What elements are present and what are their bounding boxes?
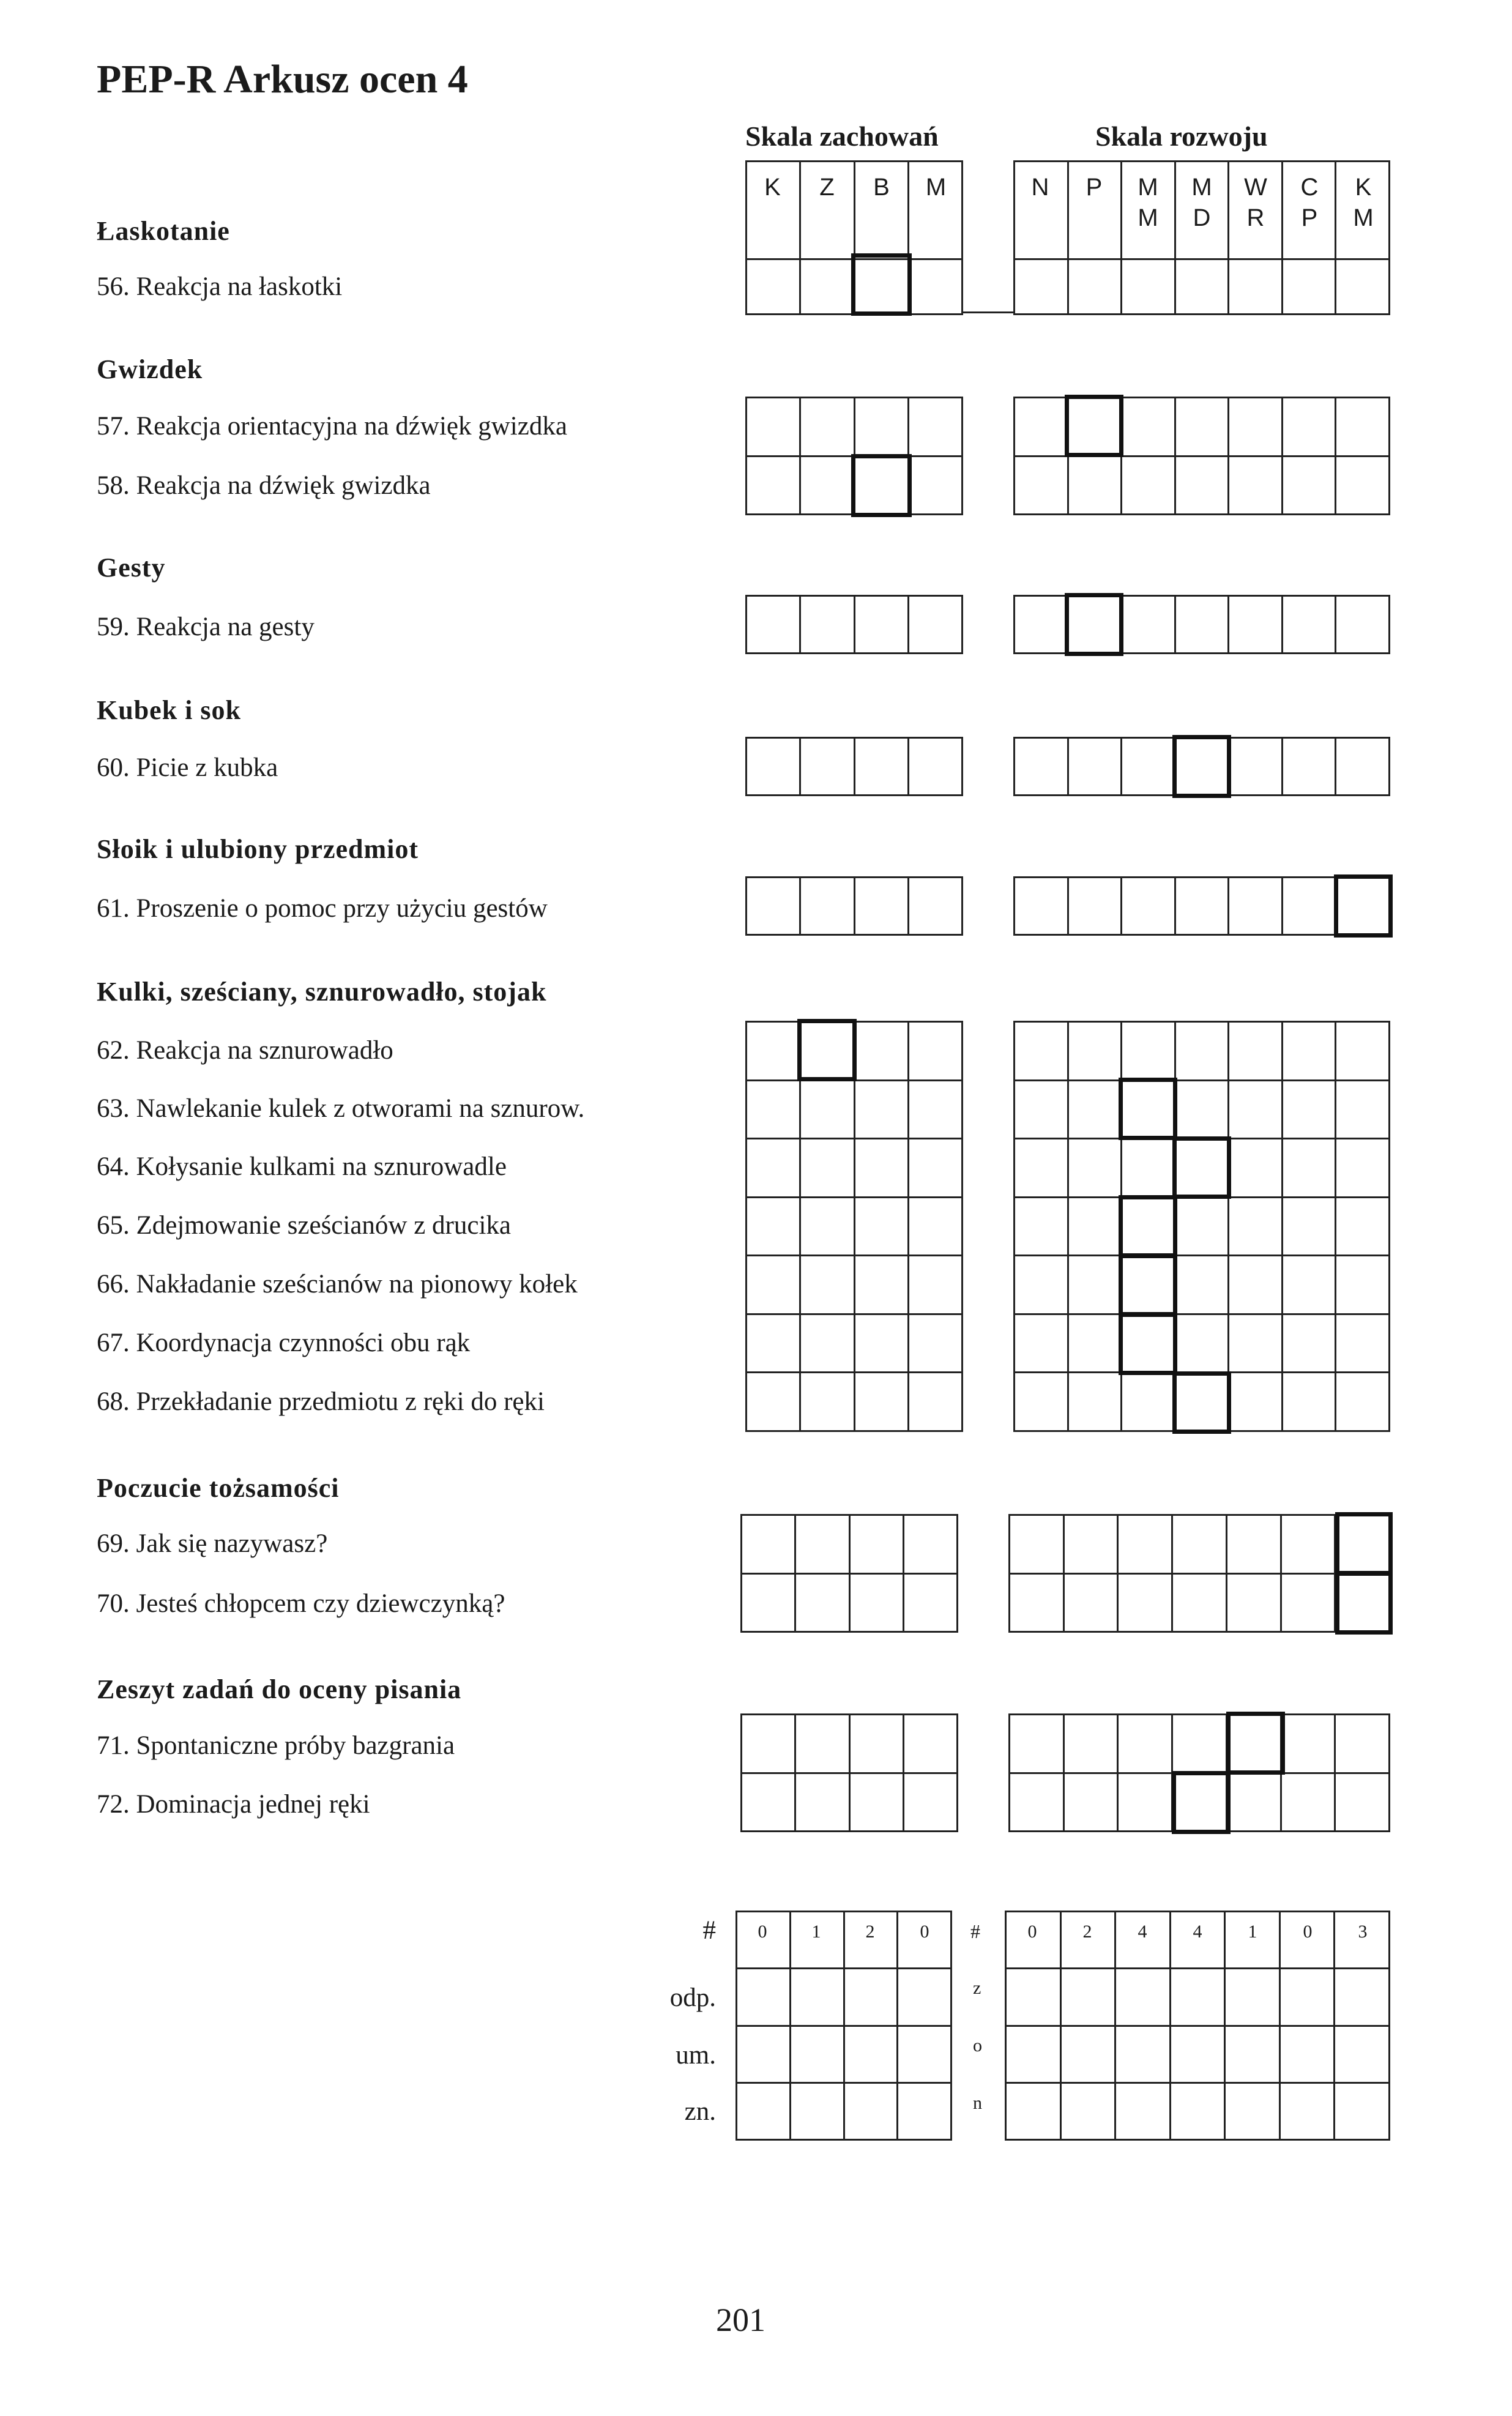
item-label: 56. Reakcja na łaskotki	[97, 272, 343, 301]
mark-68-development-md	[1172, 1371, 1231, 1434]
section-heading: Gwizdek	[97, 354, 203, 384]
behavior-grid-71-72	[740, 1713, 958, 1832]
behavior-col-b: B	[873, 174, 890, 201]
development-col-md-bottom: D	[1193, 204, 1211, 231]
summary-behavior-grid	[736, 1911, 952, 2141]
summary-development-value: 1	[1248, 1922, 1257, 1942]
mark-62-behavior-z	[797, 1019, 857, 1081]
development-grid-62-68	[1013, 1021, 1390, 1432]
item-label: 68. Przekładanie przedmiotu z ręki do ręki	[97, 1387, 545, 1416]
behavior-grid-60	[745, 737, 963, 796]
mark-58-behavior-b	[851, 454, 912, 517]
section-heading: Zeszyt zadań do oceny pisania	[97, 1674, 462, 1704]
item-label: 61. Proszenie o pomoc przy użyciu gestów	[97, 894, 548, 923]
mark-69-development-km	[1335, 1512, 1393, 1575]
section-heading: Poczucie tożsamości	[97, 1473, 340, 1503]
item-label: 70. Jesteś chłopcem czy dziewczynką?	[97, 1589, 505, 1618]
development-col-cp-top: C	[1300, 174, 1319, 201]
mark-59-development-p	[1065, 593, 1123, 656]
summary-row-label: odp.	[669, 1983, 716, 2012]
development-col-wr-top: W	[1244, 174, 1267, 201]
mark-60-development-md	[1172, 735, 1231, 798]
section-heading: Kubek i sok	[97, 695, 241, 725]
development-scale-label: Skala rozwoju	[1095, 121, 1268, 152]
behavior-grid-61	[745, 876, 963, 936]
mark-70-development-km	[1335, 1572, 1393, 1635]
summary-development-value: 0	[1027, 1922, 1037, 1942]
summary-development-value: 2	[1082, 1922, 1092, 1942]
summary-dev-label: z	[973, 1978, 981, 1998]
behavior-col-k: K	[764, 174, 781, 201]
mark-71-development-wr	[1226, 1712, 1285, 1775]
page-number: 201	[716, 2302, 765, 2338]
mark-61-development-km	[1334, 874, 1393, 938]
section-heading: Słoik i ulubiony przedmiot	[97, 834, 419, 864]
summary-dev-label: o	[973, 2035, 982, 2056]
item-label: 67. Koordynacja czynności obu rąk	[97, 1329, 471, 1357]
summary-row-label: zn.	[684, 2097, 716, 2126]
item-label: 62. Reakcja na sznurowadło	[97, 1036, 393, 1065]
section-heading: Łaskotanie	[97, 216, 230, 246]
item-label: 60. Picie z kubka	[97, 753, 278, 782]
mark-64-development-md	[1172, 1136, 1231, 1199]
development-col-cp-bottom: P	[1301, 204, 1318, 231]
section-heading: Kulki, sześciany, sznurowadło, stojak	[97, 977, 547, 1007]
mark-67-development-mm	[1119, 1313, 1177, 1375]
mark-63-development-mm	[1119, 1078, 1177, 1140]
summary-behavior-value: 1	[811, 1922, 821, 1942]
summary-development-value: 4	[1138, 1922, 1147, 1942]
summary-development-grid	[1005, 1911, 1390, 2141]
item-label: 63. Nawlekanie kulek z otworami na sznurow.	[97, 1094, 585, 1123]
behavior-grid-59	[745, 595, 963, 654]
development-col-wr-bottom: R	[1246, 204, 1265, 231]
mark-56-behavior-b	[851, 253, 912, 316]
item-label: 72. Dominacja jednej ręki	[97, 1790, 370, 1819]
summary-development-value: 3	[1358, 1922, 1368, 1942]
summary-row-label: um.	[676, 2041, 716, 2070]
mark-66-development-mm	[1119, 1254, 1177, 1316]
summary-row-label: #	[702, 1916, 716, 1945]
development-grid-69-70	[1008, 1514, 1390, 1633]
header-connector-line	[963, 311, 1013, 313]
development-col-km-bottom: M	[1353, 204, 1374, 231]
section-heading: Gesty	[97, 553, 166, 583]
mark-72-development-md	[1172, 1771, 1231, 1834]
item-label: 57. Reakcja orientacyjna na dźwięk gwizdka	[97, 412, 567, 441]
item-label: 71. Spontaniczne próby bazgrania	[97, 1731, 455, 1760]
development-col-mm-bottom: M	[1138, 204, 1158, 231]
item-label: 69. Jak się nazywasz?	[97, 1529, 328, 1558]
item-label: 59. Reakcja na gesty	[97, 613, 315, 641]
behavior-scale-label: Skala zachowań	[745, 121, 939, 152]
summary-behavior-value: 0	[758, 1922, 767, 1942]
summary-dev-label: n	[973, 2093, 982, 2113]
item-label: 64. Kołysanie kulkami na sznurowadle	[97, 1152, 507, 1181]
item-label: 58. Reakcja na dźwięk gwizdka	[97, 471, 431, 500]
item-label: 66. Nakładanie sześcianów na pionowy kołek	[97, 1270, 578, 1299]
summary-behavior-value: 2	[865, 1922, 875, 1942]
summary-development-value: 0	[1303, 1922, 1313, 1942]
summary-dev-label: #	[970, 1920, 980, 1942]
behavior-grid-69-70	[740, 1514, 958, 1633]
development-col-md-top: M	[1191, 174, 1212, 201]
development-col-p: P	[1086, 174, 1103, 201]
behavior-col-m: M	[925, 174, 947, 201]
development-col-n: N	[1031, 174, 1049, 201]
summary-behavior-value: 0	[920, 1922, 929, 1942]
development-col-km-top: K	[1355, 174, 1372, 201]
development-col-mm-top: M	[1138, 174, 1158, 201]
summary-development-value: 4	[1193, 1922, 1202, 1942]
mark-57-development-p	[1065, 395, 1123, 457]
item-label: 65. Zdejmowanie sześcianów z drucika	[97, 1211, 511, 1240]
behavior-col-z: Z	[819, 174, 835, 201]
mark-65-development-mm	[1119, 1195, 1177, 1258]
page-title: PEP-R Arkusz ocen 4	[97, 57, 468, 102]
behavior-grid-62-68	[745, 1021, 963, 1432]
